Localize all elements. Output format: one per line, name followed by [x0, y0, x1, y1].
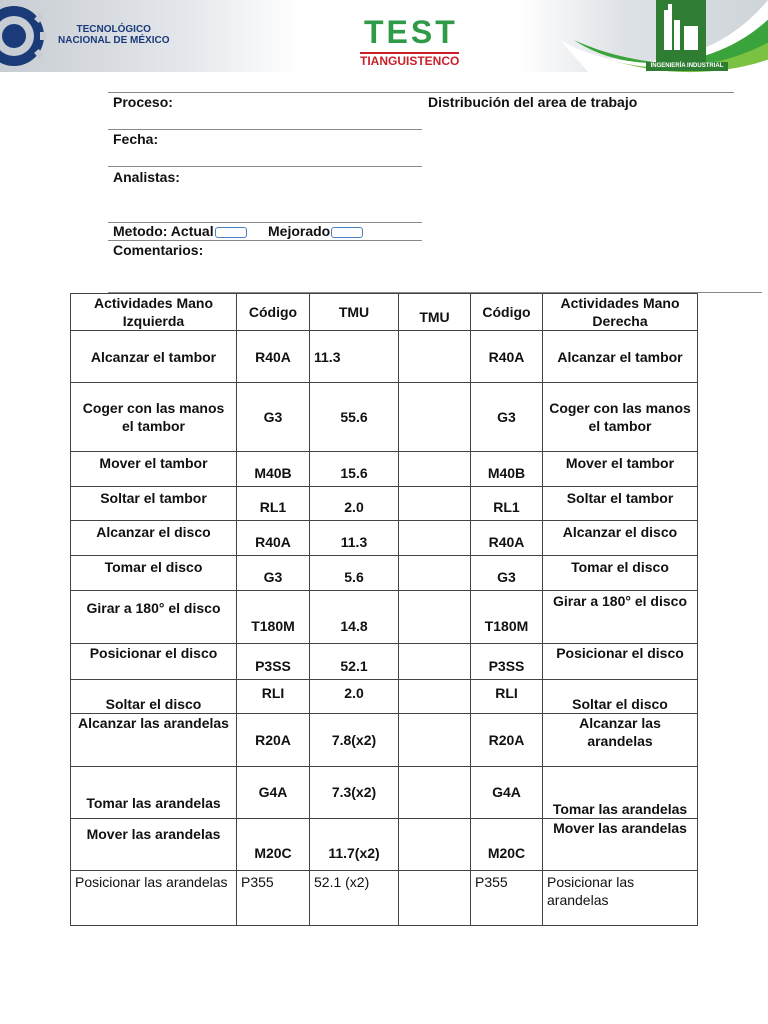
- right-activity: Alcanzar el tambor: [543, 331, 698, 383]
- divider: [108, 240, 422, 241]
- right-tmu: [399, 521, 471, 556]
- left-activity: Mover las arandelas: [71, 819, 237, 871]
- left-activity: Tomar el disco: [71, 556, 237, 591]
- table-row: [71, 383, 698, 452]
- left-activity: Alcanzar el tambor: [71, 331, 237, 383]
- header-left-activities: Actividades Mano Izquierda: [71, 294, 237, 331]
- left-tmu: 11.7(x2): [310, 819, 399, 871]
- right-tmu: [399, 767, 471, 819]
- left-activity: Mover el tambor: [71, 452, 237, 487]
- table-row: [71, 644, 698, 680]
- left-code: R40A: [237, 521, 310, 556]
- left-tmu: 52.1 (x2): [310, 871, 399, 926]
- fecha-label: Fecha:: [113, 131, 159, 147]
- table-header-row: [71, 294, 698, 331]
- left-code: RLI: [237, 680, 310, 714]
- header-left-tmu: TMU: [310, 294, 399, 331]
- right-code: T180M: [471, 591, 543, 644]
- right-activity: Soltar el tambor: [543, 487, 698, 521]
- left-activity: Alcanzar las arandelas: [71, 714, 237, 767]
- right-activity: Mover las arandelas: [543, 819, 698, 871]
- left-code: R40A: [237, 331, 310, 383]
- left-tmu: 11.3: [310, 331, 399, 383]
- left-code: P355: [237, 871, 310, 926]
- left-tmu: 2.0: [310, 487, 399, 521]
- table-row: [71, 767, 698, 819]
- proceso-label: Proceso:: [113, 94, 173, 110]
- left-activity: Alcanzar el disco: [71, 521, 237, 556]
- right-activity: Soltar el disco: [543, 680, 698, 714]
- institution-line2: NACIONAL DE MÉXICO: [58, 35, 170, 46]
- table-row: [71, 871, 698, 926]
- analistas-label: Analistas:: [113, 169, 180, 185]
- proceso-value: Distribución del area de trabajo: [428, 94, 638, 110]
- header-right-code: Código: [471, 294, 543, 331]
- right-code: RL1: [471, 487, 543, 521]
- right-activity: Alcanzar las arandelas: [543, 714, 698, 767]
- divider: [108, 92, 734, 93]
- right-tmu: [399, 556, 471, 591]
- tmu-table: [70, 293, 698, 926]
- comentarios-label: Comentarios:: [113, 242, 204, 258]
- left-tmu: 2.0: [310, 680, 399, 714]
- mejorado-row: [268, 223, 363, 239]
- right-activity: Posicionar el disco: [543, 644, 698, 680]
- right-code: M20C: [471, 819, 543, 871]
- right-tmu: [399, 714, 471, 767]
- table-row: [71, 591, 698, 644]
- left-code: G4A: [237, 767, 310, 819]
- left-code: M40B: [237, 452, 310, 487]
- left-activity: Tomar las arandelas: [71, 767, 237, 819]
- metodo-actual-label: Metodo: Actual: [113, 223, 214, 239]
- header-right-tmu: TMU: [399, 294, 471, 331]
- table-row: [71, 521, 698, 556]
- table-row: [71, 819, 698, 871]
- right-activity: Tomar el disco: [543, 556, 698, 591]
- right-code: P3SS: [471, 644, 543, 680]
- left-tmu: 7.8(x2): [310, 714, 399, 767]
- left-code: P3SS: [237, 644, 310, 680]
- right-code: G3: [471, 383, 543, 452]
- table-row: [71, 452, 698, 487]
- right-code: R40A: [471, 331, 543, 383]
- tecnm-wordmark: [58, 24, 170, 46]
- header-left-code: Código: [237, 294, 310, 331]
- test-logo-text: TEST: [364, 14, 458, 50]
- left-tmu: 15.6: [310, 452, 399, 487]
- right-tmu: [399, 452, 471, 487]
- right-tmu: [399, 644, 471, 680]
- test-subtitle: TIANGUISTENCO: [360, 54, 460, 68]
- left-tmu: 52.1: [310, 644, 399, 680]
- left-tmu: 14.8: [310, 591, 399, 644]
- right-code: M40B: [471, 452, 543, 487]
- right-tmu: [399, 819, 471, 871]
- left-activity: Posicionar el disco: [71, 644, 237, 680]
- engineering-label: INGENIERÍA INDUSTRIAL: [646, 62, 728, 71]
- left-activity: Soltar el disco: [71, 680, 237, 714]
- left-tmu: 7.3(x2): [310, 767, 399, 819]
- test-logo: [364, 16, 458, 48]
- right-activity: Tomar las arandelas: [543, 767, 698, 819]
- divider: [108, 129, 422, 130]
- header-banner: [0, 0, 768, 78]
- right-activity: Coger con las manos el tambor: [543, 383, 698, 452]
- right-tmu: [399, 680, 471, 714]
- table-row: [71, 556, 698, 591]
- right-activity: Alcanzar el disco: [543, 521, 698, 556]
- table-row: [71, 680, 698, 714]
- left-activity: Soltar el tambor: [71, 487, 237, 521]
- tecnm-seal-icon: [0, 0, 46, 72]
- table-row: [71, 331, 698, 383]
- left-tmu: 55.6: [310, 383, 399, 452]
- right-tmu: [399, 591, 471, 644]
- right-code: G3: [471, 556, 543, 591]
- left-activity: Posicionar las arandelas: [71, 871, 237, 926]
- right-tmu: [399, 487, 471, 521]
- institution-line1: TECNOLÓGICO: [76, 24, 151, 35]
- right-activity: Mover el tambor: [543, 452, 698, 487]
- left-code: G3: [237, 556, 310, 591]
- header-right-activities: Actividades Mano Derecha: [543, 294, 698, 331]
- right-tmu: [399, 331, 471, 383]
- metodo-row: [113, 223, 247, 239]
- left-code: G3: [237, 383, 310, 452]
- right-code: P355: [471, 871, 543, 926]
- factory-icon: [656, 0, 706, 62]
- actual-checkbox[interactable]: [215, 227, 247, 238]
- right-code: R20A: [471, 714, 543, 767]
- left-tmu: 11.3: [310, 521, 399, 556]
- right-code: RLI: [471, 680, 543, 714]
- left-code: T180M: [237, 591, 310, 644]
- left-tmu: 5.6: [310, 556, 399, 591]
- left-code: R20A: [237, 714, 310, 767]
- left-code: M20C: [237, 819, 310, 871]
- right-code: G4A: [471, 767, 543, 819]
- right-tmu: [399, 871, 471, 926]
- right-activity: Girar a 180° el disco: [543, 591, 698, 644]
- table-row: [71, 487, 698, 521]
- mejorado-label: Mejorado: [268, 223, 331, 239]
- right-code: R40A: [471, 521, 543, 556]
- divider: [108, 166, 422, 167]
- mejorado-checkbox[interactable]: [331, 227, 363, 238]
- right-activity: Posicionar las arandelas: [543, 871, 698, 926]
- table-row: [71, 714, 698, 767]
- left-activity: Coger con las manos el tambor: [71, 383, 237, 452]
- left-activity: Girar a 180° el disco: [71, 591, 237, 644]
- right-tmu: [399, 383, 471, 452]
- left-code: RL1: [237, 487, 310, 521]
